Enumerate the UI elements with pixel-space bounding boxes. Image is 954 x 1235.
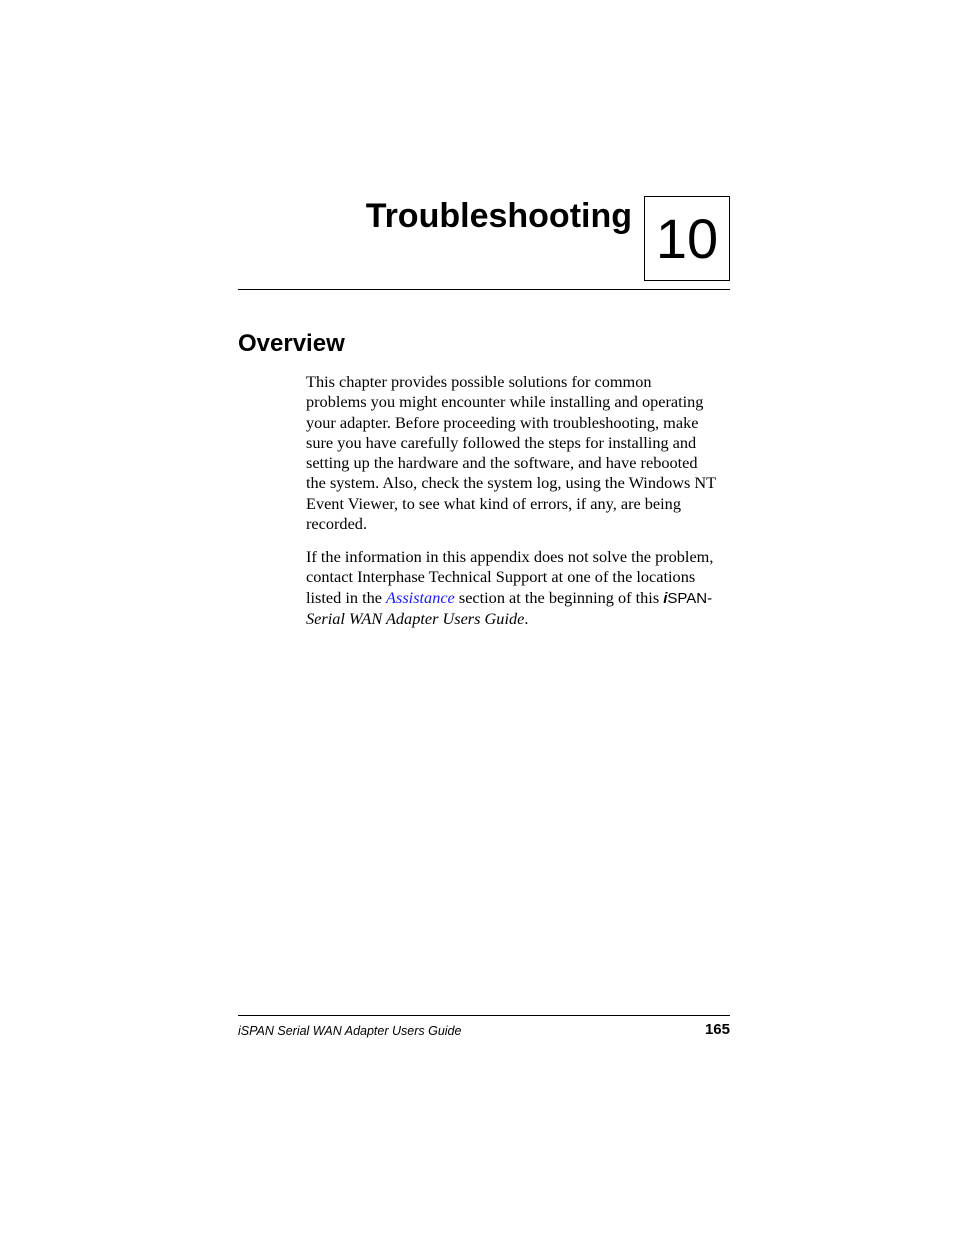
chapter-title: Troubleshooting — [365, 197, 632, 235]
page-number: 165 — [704, 1021, 730, 1038]
paragraph-line: If the information in this appendix does not solve the problem, — [306, 547, 714, 566]
paragraph-line: problems you might encounter while installing and operating — [306, 392, 704, 412]
paragraph-line — [306, 609, 730, 629]
paragraph-text: section at the beginning of this — [454, 587, 664, 607]
paragraph-line: recorded. — [306, 514, 368, 534]
paragraph-text: listed in the — [306, 587, 387, 607]
body-paragraph-2 — [306, 547, 730, 629]
guide-title-reference: Serial WAN Adapter Users Guide — [306, 608, 525, 628]
paragraph-line: your adapter. Before proceeding with troubleshooting, make — [306, 412, 699, 432]
header-divider — [238, 289, 730, 290]
chapter-number-box: 10 — [644, 196, 730, 281]
paragraph-text: . — [524, 608, 529, 628]
product-name-rest: SPAN- — [667, 589, 713, 607]
paragraph-line-with-link — [306, 588, 730, 609]
paragraph-line: This chapter provides possible solutions for common — [306, 372, 652, 391]
assistance-link[interactable]: Assistance — [386, 587, 455, 607]
body-paragraph-1 — [306, 372, 730, 534]
section-heading: Overview — [238, 330, 345, 357]
product-name — [663, 590, 712, 607]
footer-divider — [238, 1015, 730, 1016]
product-name-prefix: i — [663, 589, 668, 607]
paragraph-line: contact Interphase Technical Support at one of the locations — [306, 567, 696, 587]
paragraph-line: the system. Also, check the system log, using the Windows NT — [306, 473, 717, 493]
paragraph-line: setting up the hardware and the software, and have rebooted — [306, 453, 698, 473]
footer-guide-title: iSPAN Serial WAN Adapter Users Guide — [238, 1024, 462, 1038]
paragraph-line: sure you have carefully followed the steps for installing and — [306, 432, 697, 452]
paragraph-line: Event Viewer, to see what kind of errors, if any, are being — [306, 493, 681, 513]
